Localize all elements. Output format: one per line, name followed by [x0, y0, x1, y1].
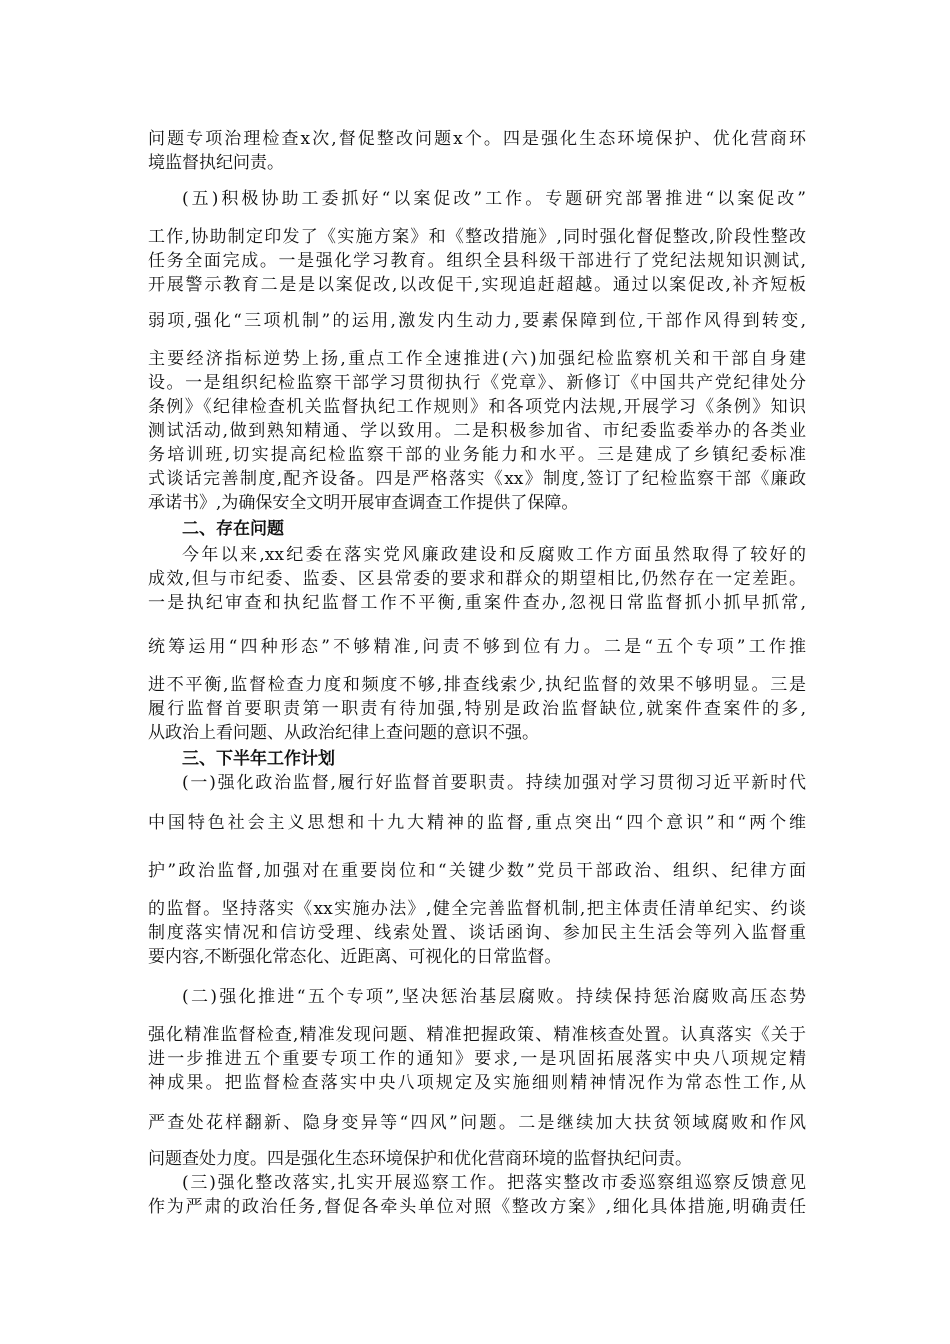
text-line: 任务全面完成。一是强化学习教育。组织全县科级干部进行了党纪法规知识测试, — [148, 251, 806, 271]
text-line: 式谈话完善制度,配齐设备。四是严格落实《xx》制度,签订了纪检监察干部《廉政 — [148, 469, 806, 489]
text-line: 成效,但与市纪委、监委、区县常委的要求和群众的期望相比,仍然存在一定差距。 — [148, 569, 806, 589]
text-line: 要内容,不断强化常态化、近距离、可视化的日常监督。 — [148, 947, 562, 967]
text-line: 问题专项治理检查x次,督促整改问题x个。四是强化生态环境保护、优化营商环 — [148, 129, 806, 149]
section-heading: 二、存在问题 — [182, 519, 284, 539]
text-line: 问题查处力度。四是强化生态环境保护和优化营商环境的监督执纪问责。 — [148, 1149, 692, 1169]
text-line: 设。一是组织纪检监察干部学习贯彻执行《党章》、新修订《中国共产党纪律处分 — [148, 373, 806, 393]
text-line: 弱项,强化“三项机制”的运用,激发内生动力,要素保障到位,干部作风得到转变, — [148, 311, 806, 331]
text-line: 神成果。把监督检查落实中央八项规定及实施细则精神情况作为常态性工作,从 — [148, 1073, 806, 1093]
text-line: 统筹运用“四种形态”不够精准,问责不够到位有力。二是“五个专项”工作推 — [148, 637, 806, 657]
text-line: (一)强化政治监督,履行好监督首要职责。持续加强对学习贯彻习近平新时代 — [182, 773, 806, 793]
text-line: 从政治上看问题、从政治纪律上查问题的意识不强。 — [148, 723, 539, 743]
text-line: 条例》《纪律检查机关监督执纪工作规则》和各项党内法规,开展学习《条例》知识 — [148, 397, 806, 417]
section-heading: 三、下半年工作计划 — [182, 749, 335, 769]
text-line: 测试活动,做到熟知精通、学以致用。二是积极参加省、市纪委监委举办的各类业 — [148, 421, 806, 441]
text-line: 进不平衡,监督检查力度和频度不够,排查线索少,执纪监督的效果不够明显。三是 — [148, 675, 806, 695]
text-line: (二)强化推进“五个专项”,坚决惩治基层腐败。持续保持惩治腐败高压态势 — [182, 987, 806, 1007]
text-line: 护”政治监督,加强对在重要岗位和“关键少数”党员干部政治、组织、纪律方面 — [148, 861, 806, 881]
text-line: 的监督。坚持落实《xx实施办法》,健全完善监督机制,把主体责任清单纪实、约谈 — [148, 899, 806, 919]
text-line: 今年以来,xx纪委在落实党风廉政建设和反腐败工作方面虽然取得了较好的 — [182, 545, 806, 565]
text-line: 进一步推进五个重要专项工作的通知》要求,一是巩固拓展落实中央八项规定精 — [148, 1049, 806, 1069]
text-line: (五)积极协助工委抓好“以案促改”工作。专题研究部署推进“以案促改” — [182, 189, 806, 209]
text-line: 主要经济指标逆势上扬,重点工作全速推进(六)加强纪检监察机关和干部自身建 — [148, 349, 806, 369]
text-line: 工作,协助制定印发了《实施方案》和《整改措施》,同时强化督促整改,阶段性整改 — [148, 227, 806, 247]
text-line: (三)强化整改落实,扎实开展巡察工作。把落实整改市委巡察组巡察反馈意见 — [182, 1173, 806, 1193]
text-line: 境监督执纪问责。 — [148, 153, 284, 173]
text-line: 履行监督首要职责第一职责有待加强,特别是政治监督缺位,就案件查案件的多, — [148, 699, 806, 719]
text-line: 一是执纪审查和执纪监督工作不平衡,重案件查办,忽视日常监督抓小抓早抓常, — [148, 593, 806, 613]
text-line: 严查处花样翻新、隐身变异等“四风”问题。二是继续加大扶贫领域腐败和作风 — [148, 1113, 806, 1133]
text-line: 制度落实情况和信访受理、线索处置、谈话函询、参加民主生活会等列入监督重 — [148, 923, 806, 943]
text-line: 承诺书》,为确保安全文明开展审查调查工作提供了保障。 — [148, 493, 579, 513]
text-line: 中国特色社会主义思想和十九大精神的监督,重点突出“四个意识”和“两个维 — [148, 813, 806, 833]
text-line: 开展警示教育二是是以案促改,以改促干,实现追赶超越。通过以案促改,补齐短板 — [148, 275, 806, 295]
text-line: 强化精准监督检查,精准发现问题、精准把握政策、精准核查处置。认真落实《关于 — [148, 1025, 806, 1045]
text-line: 作为严肃的政治任务,督促各牵头单位对照《整改方案》,细化具体措施,明确责任 — [148, 1197, 806, 1217]
text-line: 务培训班,切实提高纪检监察干部的业务能力和水平。三是建成了乡镇纪委标准 — [148, 445, 806, 465]
